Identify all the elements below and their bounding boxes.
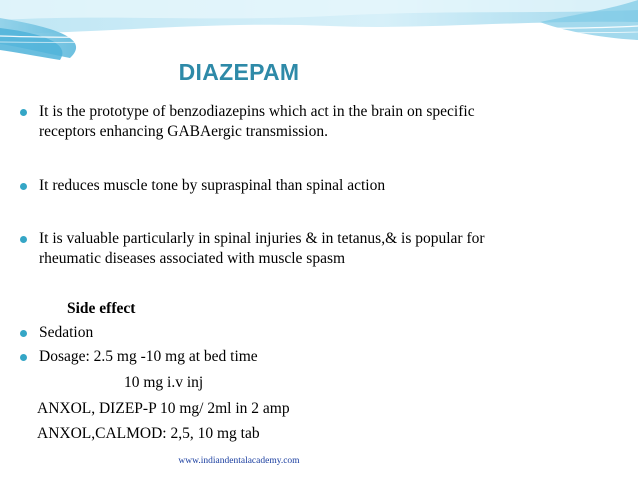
- side-effect-item: [20, 323, 619, 343]
- brand-line: ANXOL, DIZEP-P 10 mg/ 2ml in 2 amp: [37, 400, 290, 417]
- bullet-line: It reduces muscle tone by supraspinal than spinal action: [39, 177, 386, 194]
- bullet-dot-icon: [20, 109, 27, 116]
- slide-title: DIAZEPAM: [178, 59, 300, 85]
- side-effect-heading: Side effect: [67, 300, 136, 317]
- bullet-item: [20, 176, 619, 196]
- bullet-item: [20, 229, 619, 269]
- footer-url: www.indiandentalacademy.com: [178, 456, 300, 466]
- bullet-line: It is the prototype of benzodiazepins which act in the brain on specific: [39, 103, 475, 120]
- dosage-item: [20, 347, 619, 367]
- bullet-line: receptors enhancing GABAergic transmission.: [39, 123, 328, 140]
- bullet-line: rheumatic diseases associated with muscle spasm: [39, 250, 346, 267]
- dosage-extra: 10 mg i.v inj: [124, 374, 204, 391]
- bullet-dot-icon: [20, 236, 27, 243]
- side-effect-text: Sedation: [39, 324, 94, 341]
- brand-line: ANXOL,CALMOD: 2,5, 10 mg tab: [37, 425, 260, 442]
- bullet-item: [20, 102, 619, 142]
- bullet-dot-icon: [20, 354, 27, 361]
- dosage-text: Dosage: 2.5 mg -10 mg at bed time: [39, 348, 258, 365]
- bullet-dot-icon: [20, 183, 27, 190]
- bullet-dot-icon: [20, 330, 27, 337]
- bullet-line: It is valuable particularly in spinal injuries & in tetanus,& is popular for: [39, 230, 485, 247]
